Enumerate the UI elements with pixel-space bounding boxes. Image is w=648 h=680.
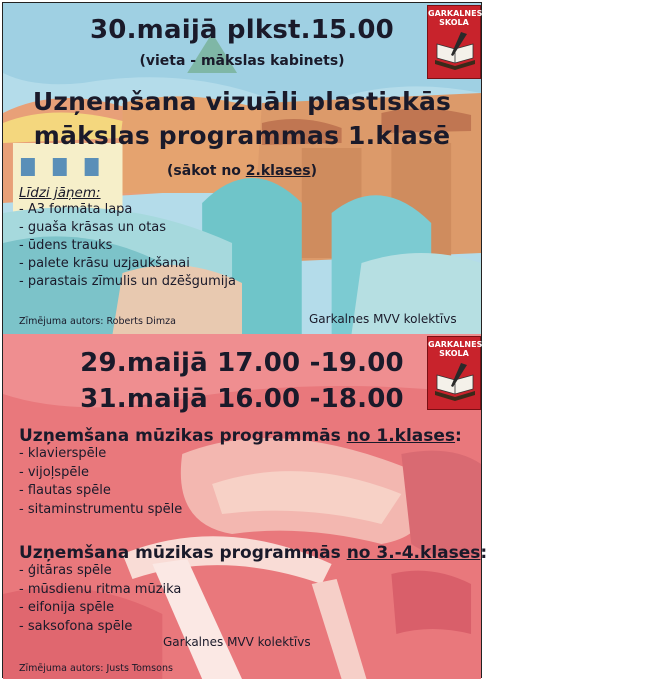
music-admission-panel (3, 334, 488, 679)
list-item: - vijoļspēle (19, 464, 89, 480)
list-item: - sitaminstrumentu spēle (19, 501, 183, 517)
music-drawing-credit: Zīmējuma autors: Justs Tomsons (19, 663, 173, 674)
section1-highlight: no 1.klases (346, 426, 456, 446)
bring-list-title: Līdzi jāņem: (19, 185, 101, 201)
art-start-note (3, 163, 481, 179)
list-item: - flautas spēle (19, 483, 111, 498)
logo-line1: GARKALNES (428, 9, 483, 18)
art-drawing-credit: Zīmējuma autors: Roberts Dimza (19, 316, 176, 327)
logo-text (428, 340, 483, 358)
art-headline-line2: mākslas programmas 1.klasē (33, 121, 451, 150)
logo-line2: SKOLA (439, 349, 469, 358)
logo-text (428, 9, 483, 27)
list-item: - parastais zīmulis un dzēšgumija (19, 274, 236, 289)
list-item: - guaša krāsas un otas (19, 220, 167, 235)
art-admission-panel (3, 3, 481, 334)
list-item: - saksofona spēle (19, 618, 133, 634)
poster (2, 2, 488, 678)
section2-highlight: no 3.-4.klases (346, 543, 481, 563)
section2-suffix: : (480, 543, 488, 563)
art-organizer: Garkalnes MVV kolektīvs (309, 312, 457, 326)
music-section1-heading (19, 426, 462, 446)
bring-list (19, 201, 236, 291)
section1-prefix: Uzņemšana mūzikas programmās (19, 426, 347, 446)
music-section2-heading (19, 543, 487, 563)
list-item: - mūsdienu ritma mūzika (19, 581, 182, 597)
list-item: - klavierspēle (19, 446, 107, 461)
logo-line2: SKOLA (439, 18, 469, 27)
school-logo (427, 336, 481, 410)
art-start-note-suffix: ) (310, 163, 317, 179)
art-location: (vieta - mākslas kabinets) (139, 53, 345, 69)
music-section1-list (19, 445, 182, 519)
list-item: - ūdens trauks (19, 238, 113, 253)
section2-prefix: Uzņemšana mūzikas programmās (19, 543, 347, 563)
list-item: - ģitāras spēle (19, 563, 112, 578)
school-logo (427, 5, 481, 79)
music-date-line2: 31.maijā 16.00 -18.00 (80, 384, 404, 414)
section1-suffix: : (455, 426, 462, 446)
list-item: - eifonija spēle (19, 600, 115, 615)
art-start-note-prefix: (sākot no (167, 163, 246, 179)
book-quill-icon (433, 361, 477, 401)
logo-line1: GARKALNES (428, 340, 483, 349)
art-headline-line1: Uzņemšana vizuāli plastiskās (32, 87, 452, 116)
art-start-note-highlight: 2.klases (245, 163, 311, 179)
art-date-time: 30.maijā plkst.15.00 (90, 15, 394, 45)
list-item: - A3 formāta lapa (19, 202, 133, 217)
music-organizer: Garkalnes MVV kolektīvs (163, 635, 311, 649)
list-item: - palete krāsu uzjaukšanai (19, 256, 190, 271)
book-quill-icon (433, 30, 477, 70)
music-section2-list (19, 562, 181, 636)
music-date-line1: 29.maijā 17.00 -19.00 (80, 348, 404, 378)
